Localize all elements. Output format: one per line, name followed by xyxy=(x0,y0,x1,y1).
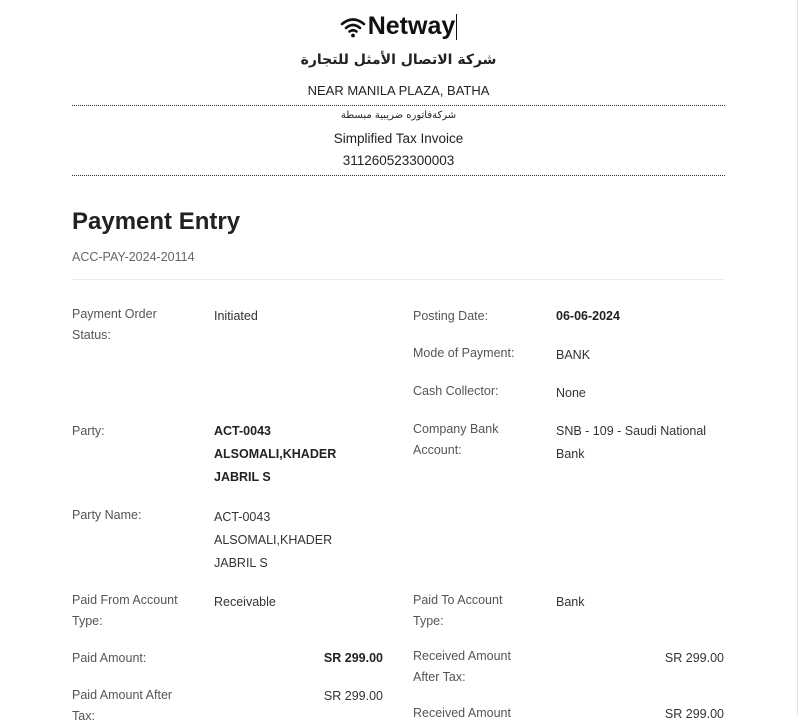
tax-number: 311260523300003 xyxy=(342,153,455,168)
paid-amount-value: SR 299.00 xyxy=(323,651,383,665)
received-amount-value: SR 299.00 xyxy=(664,707,724,721)
received-amount-after-tax-value: SR 299.00 xyxy=(664,651,724,665)
paid-amount-label: Paid Amount: xyxy=(72,651,147,665)
mode-of-payment-label: Mode of Payment: xyxy=(413,346,515,360)
arabic-invoice-type: شركةفاتوره ضريبية مبسطة xyxy=(340,110,457,121)
payment-order-status-label: Payment Order Status: xyxy=(72,307,157,342)
wifi-icon xyxy=(340,16,366,38)
payment-order-status-value: Initiated xyxy=(214,309,258,323)
mode-of-payment-value: BANK xyxy=(556,348,591,362)
received-amount-label: Received Amount xyxy=(413,706,511,720)
received-amount-after-tax-label: Received Amount After Tax: xyxy=(413,649,511,684)
company-bank-account-label: Company Bank Account: xyxy=(413,422,499,457)
posting-date-value: 06-06-2024 xyxy=(556,309,620,323)
cash-collector-value: None xyxy=(556,386,586,400)
page-title: Payment Entry xyxy=(72,208,241,235)
paid-from-account-type-value: Receivable xyxy=(214,595,276,609)
page-edge xyxy=(797,0,798,715)
paid-from-account-type-label: Paid From Account Type: xyxy=(72,593,178,628)
dotted-divider xyxy=(72,105,725,106)
company-bank-account-value: SNB - 109 - Saudi National Bank xyxy=(556,424,707,461)
paid-to-account-type-label: Paid To Account Type: xyxy=(413,593,503,628)
invoice-type: Simplified Tax Invoice xyxy=(333,131,464,146)
document-number: ACC-PAY-2024-20114 xyxy=(72,250,195,264)
posting-date-label: Posting Date: xyxy=(413,309,489,323)
paid-amount-after-tax-label: Paid Amount After Tax: xyxy=(72,688,173,723)
party-value: ACT-0043 ALSOMALI,KHADER JABRIL S xyxy=(214,424,337,484)
arabic-company-name: شركة الاتصال الأمثل للتجارة xyxy=(300,52,497,68)
brand-name: Netway xyxy=(367,12,456,40)
section-divider xyxy=(72,279,725,280)
dotted-divider xyxy=(72,175,725,176)
paid-amount-after-tax-value: SR 299.00 xyxy=(323,689,383,703)
party-name-value: ACT-0043 ALSOMALI,KHADER JABRIL S xyxy=(214,510,333,570)
text-cursor xyxy=(456,14,457,40)
company-logo xyxy=(0,12,797,43)
party-name-label: Party Name: xyxy=(72,508,142,522)
cash-collector-label: Cash Collector: xyxy=(413,384,499,398)
paid-to-account-type-value: Bank xyxy=(556,595,585,609)
party-label: Party: xyxy=(72,424,105,438)
company-address: NEAR MANILA PLAZA, BATHA xyxy=(307,83,490,98)
